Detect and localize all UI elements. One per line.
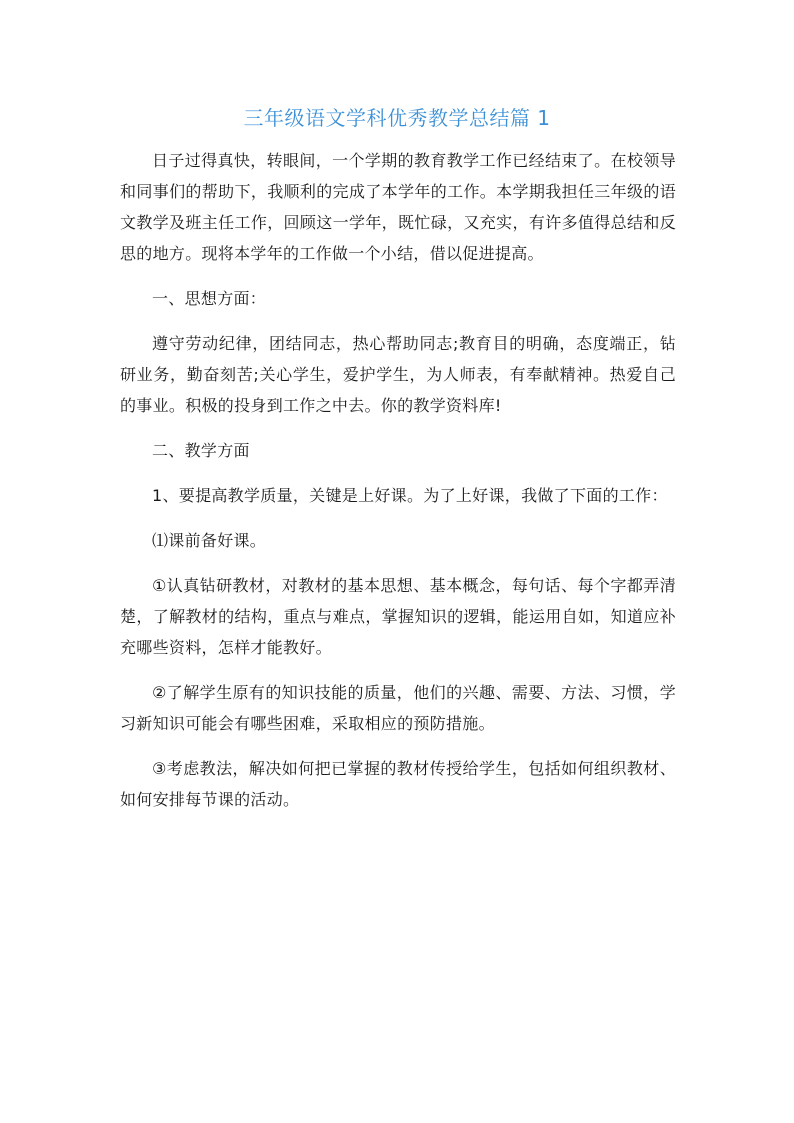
paragraph-item-1: ①认真钻研教材，对教材的基本思想、基本概念，每句话、每个字都弄清楚，了解教材的结构，重点与难点，掌握知识的逻辑，能运用自如，知道应补充哪些资料，怎样才能教好。 bbox=[120, 576, 676, 657]
paragraph-intro: 日子过得真快，转眼间，一个学期的教育教学工作已经结束了。在校领导和同事们的帮助下，我顺利的完成了本学年的工作。本学期我担任三年级的语文教学及班主任工作，回顾这一学年，既忙碌，又充实，有许多值得总结和反思的地方。现将本学年的工作做一个小结，借以促进提高。 bbox=[120, 151, 676, 263]
section-heading-teaching: 二、教学方面 bbox=[152, 441, 250, 460]
document-body bbox=[120, 145, 676, 829]
section-heading-thought: 一、思想方面： bbox=[152, 289, 267, 308]
document-title: 三年级语文学科优秀教学总结篇 1 bbox=[243, 106, 551, 130]
paragraph-item-2: ②了解学生原有的知识技能的质量，他们的兴趣、需要、方法、习惯，学习新知识可能会有哪些困难，采取相应的预防措施。 bbox=[120, 683, 676, 733]
paragraph-thought: 遵守劳动纪律，团结同志，热心帮助同志;教育目的明确，态度端正，钻研业务，勤奋刻苦;关心学生，爱护学生，为人师表，有奉献精神。热爱自己的事业。积极的投身到工作之中去。你的教学资料库! bbox=[120, 334, 676, 415]
paragraph-teaching-1: 1、要提高教学质量，关键是上好课。为了上好课，我做了下面的工作： bbox=[152, 486, 668, 505]
subheading-prepare-lessons: ⑴课前备好课。 bbox=[152, 531, 267, 550]
paragraph-item-3: ③考虑教法，解决如何把已掌握的教材传授给学生，包括如何组织教材、如何安排每节课的活动。 bbox=[120, 759, 676, 809]
